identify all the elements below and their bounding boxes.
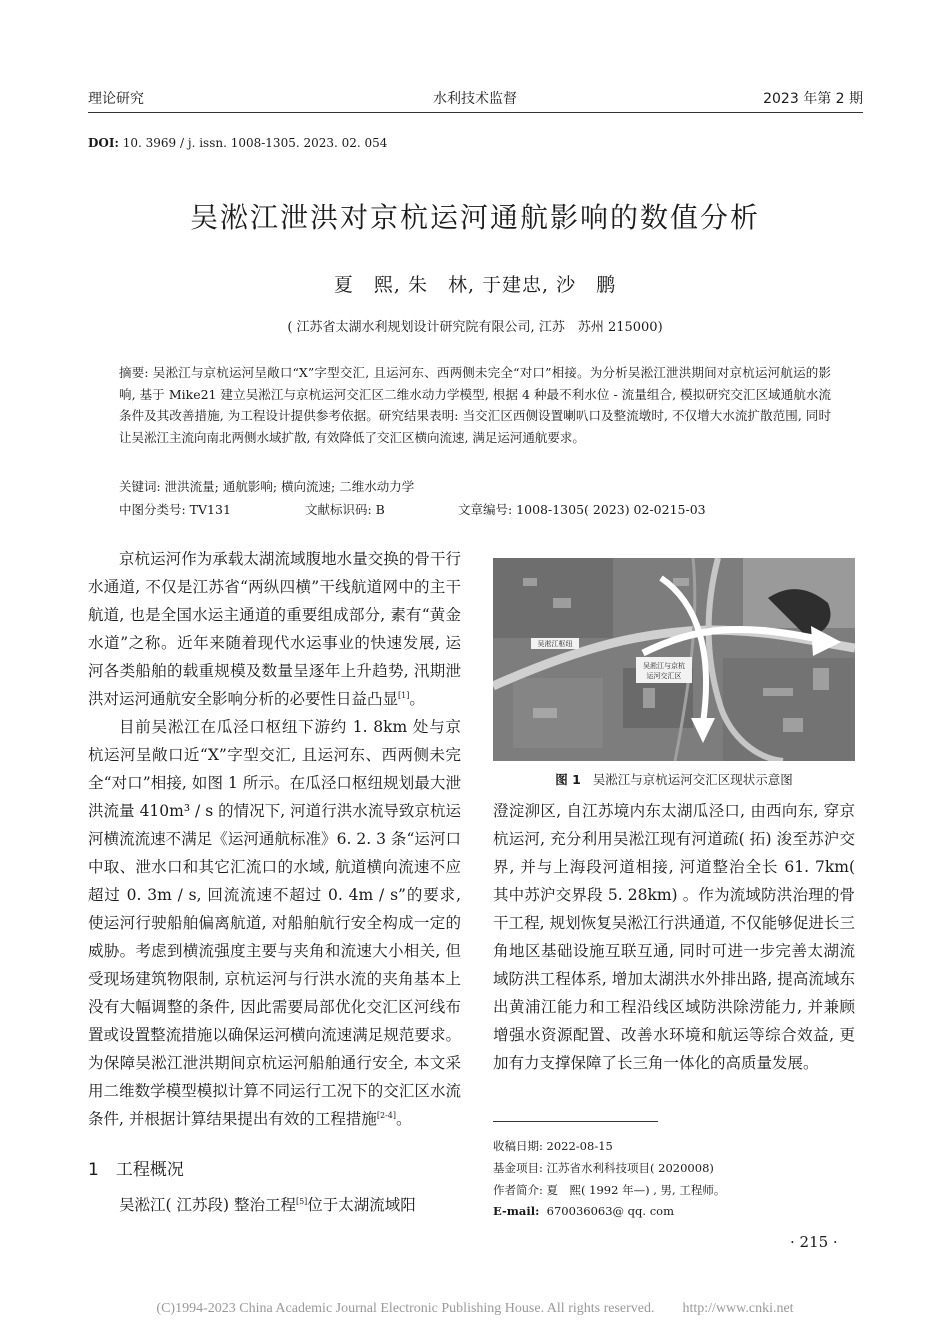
copyright-watermark: (C)1994-2023 China Academic Journal Electronic Publishing House. All rights reserved. http://www.cnki.net xyxy=(156,1301,794,1316)
figure-caption-number: 图 1 xyxy=(555,772,581,787)
figure-caption-text: 吴淞江与京杭运河交汇区现状示意图 xyxy=(592,772,793,787)
clc-number: 中图分类号: TV131 xyxy=(119,502,231,517)
left-column xyxy=(88,545,461,1133)
figure-label-hub: 吴淞江枢纽 xyxy=(537,640,573,648)
paragraph-project-cont: 澄淀泖区, 自江苏境内东太湖瓜泾口, 由西向东, 穿京杭运河, 充分利用吴淞江现有河道疏( 拓) 浚至苏沪交界, 并与上海段河道相接, 河道整治全长 61. 7km( 其中苏沪交界段 5. 28km) 。作为流域防洪治理的骨干工程, 规划恢复吴淞江行洪通道, 不仅能够促进长三角地区基础设施互联互通, 同时可进一步完善太湖流域防洪工程体系, 增加太湖洪水外排出路, 提高流域东出黄浦江能力和工程沿线区域防洪除涝能力, 并兼顾增强水资源配置、改善水环境和航运等综合效益, 更加有力支撑保障了长三角一体化的高质量发展。 xyxy=(493,802,855,1072)
footnote-rule xyxy=(493,1121,658,1122)
keywords: 关键词: 泄洪流量; 通航影响; 横向流速; 二维水动力学 xyxy=(119,479,415,494)
footnote-received: 收稿日期: 2022-08-15 xyxy=(493,1139,613,1153)
footnote-fund: 基金项目: 江苏省水利科技项目( 2020008) xyxy=(493,1161,714,1175)
header-section: 理论研究 xyxy=(88,91,144,107)
email-value: 670036063@ qq. com xyxy=(546,1204,674,1218)
email-label: E-mail: xyxy=(493,1204,540,1218)
doi-line xyxy=(88,136,387,150)
figure-label-junction-1: 吴淞江与京杭 xyxy=(643,662,685,670)
affiliation: ( 江苏省太湖水利规划设计研究院有限公司, 江苏 苏州 215000) xyxy=(287,320,663,335)
paragraph-background: 目前吴淞江在瓜泾口枢纽下游约 1. 8km 处与京杭运河呈敞口近“X”字型交汇, 且运河东、西两侧未完全“对口”相接, 如图 1 所示。在瓜泾口枢纽规划最大泄洪流量 410m³ / s 的情况下, 河道行洪水流导致京杭运河横流流速不满足《运河通航标准》6. 2. 3 条“运河口中取、泄水口和其它汇流口的水域, 航道横向流速不应超过 0. 3m / s, 回流流速不超过 0. 4m / s”的要求, 使运河行驶船舶偏离航道, 对船舶航行安全构成一定的威胁。考虑到横流强度主要与夹角和流速大小相关, 但受现场建筑物限制, 京杭运河与行洪水流的夹角基本上没有大幅调整的条件, 因此需要局部优化交汇区河线布置或设置整流措施以确保运河横向流速满足规范要求。为保障吴淞江泄洪期间京杭运河船舶通行安全, 本文采用二维数学模型模拟计算不同运行工况下的交汇区水流条件, 并根据计算结果提出有效的工程措施[2-4]。 xyxy=(88,718,461,1128)
citation-5: [5] xyxy=(295,1196,308,1206)
right-column xyxy=(493,797,855,1077)
header-issue: 2023 年第 2 期 xyxy=(763,91,863,107)
section-heading-1: 1 工程概况 xyxy=(88,1160,184,1180)
figure-label-junction-2: 运河交汇区 xyxy=(646,672,682,680)
page-number: · 215 · xyxy=(790,1233,838,1251)
citation-2-4: [2-4] xyxy=(376,1110,396,1120)
paragraph-project: 吴淞江( 江苏段) 整治工程[5]位于太湖流域阳 xyxy=(119,1196,416,1214)
figure-1-aerial-map xyxy=(493,558,855,761)
footnote-email xyxy=(493,1204,674,1218)
footnote-author: 作者简介: 夏 熙( 1992 年—) , 男, 工程师。 xyxy=(493,1183,726,1197)
doi-label: DOI: xyxy=(88,136,119,150)
header-rule xyxy=(88,112,863,113)
authors: 夏 熙, 朱 林, 于建忠, 沙 鹏 xyxy=(333,274,617,296)
abstract: 摘要: 吴淞江与京杭运河呈敞口“X”字型交汇, 且运河东、西两侧未完全“对口”相接。为分析吴淞江泄洪期间对京杭运河航运的影响, 基于 Mike21 建立吴淞江与京杭运河交汇区二维水动力学模型, 根据 4 种最不利水位 - 流量组合, 模拟研究交汇区域通航水流条件及其改善措施, 为工程设计提供参考依据。研究结果表明: 当交汇区西侧设置喇叭口及整流墩时, 不仅增大水流扩散范围, 同时让吴淞江主流向南北两侧水域扩散, 有效降低了交汇区横向流速, 满足运河通航要求。 xyxy=(119,365,831,445)
header-journal: 水利技术监督 xyxy=(433,91,517,107)
document-code: 文献标识码: B xyxy=(305,502,385,517)
figure-caption xyxy=(493,770,855,788)
paper-title: 吴淞江泄洪对京杭运河通航影响的数值分析 xyxy=(189,201,760,234)
aerial-map-image xyxy=(493,558,855,761)
citation-1: [1] xyxy=(398,690,410,700)
article-number: 文章编号: 1008-1305( 2023) 02-0215-03 xyxy=(458,502,706,517)
doi-value: 10. 3969 / j. issn. 1008-1305. 2023. 02. 054 xyxy=(122,136,388,150)
paragraph-intro: 京杭运河作为承载太湖流域腹地水量交换的骨干行水通道, 不仅是江苏省“两纵四横”干线航道网中的主干航道, 也是全国水运主通道的重要组成部分, 素有“黄金水道”之称。近年来随着现代水运事业的快速发展, 运河各类船舶的载重规模及数量呈逐年上升趋势, 汛期泄洪对运河通航安全影响分析的必要性日益凸显[1]。 xyxy=(88,550,461,708)
